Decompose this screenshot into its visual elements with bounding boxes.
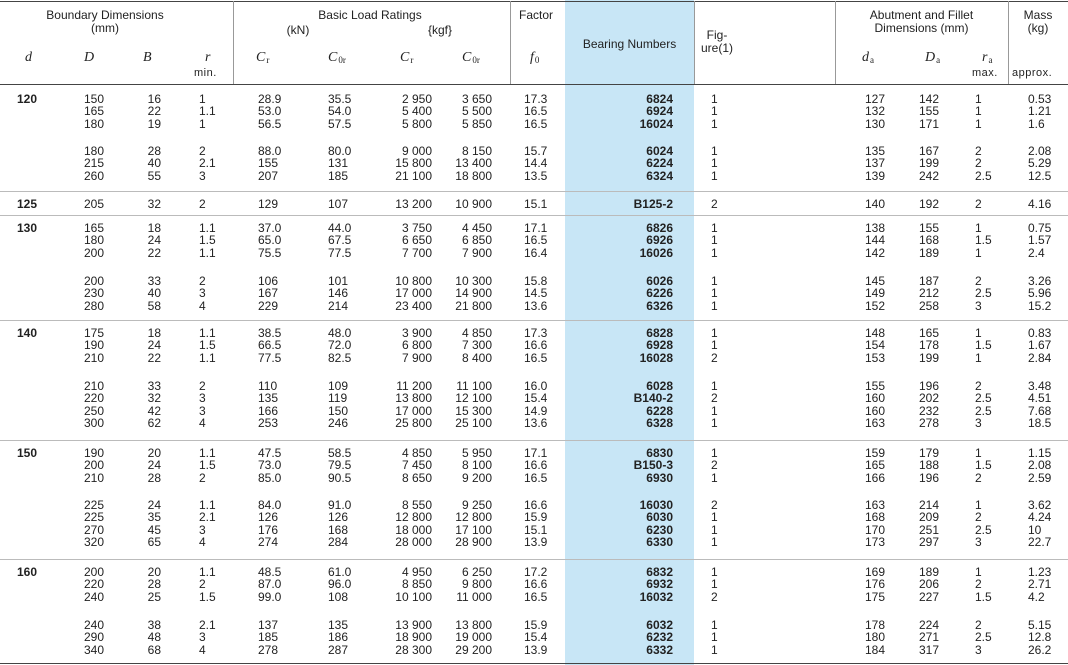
cell-cr: 47.5 73.0 85.0 bbox=[258, 446, 282, 485]
symbol-Da-text: D bbox=[925, 50, 936, 65]
cell-da: 178 180 184 bbox=[865, 618, 886, 657]
symbol-da bbox=[862, 51, 874, 67]
cell-c0r: 48.0 72.0 82.5 bbox=[328, 326, 352, 365]
symbol-Cr-sub: r bbox=[266, 55, 270, 65]
cell-da: 187 212 258 bbox=[919, 274, 940, 313]
symbol-da-text: d bbox=[862, 50, 869, 65]
cell-da: 155 160 160 163 bbox=[865, 379, 886, 430]
cell-fig: 1 2 1 bbox=[711, 446, 718, 485]
symbol-Cr-kgf-sub: r bbox=[410, 55, 414, 65]
cell-c0rk: 3 650 5 500 5 850 bbox=[461, 92, 492, 131]
cell-cr: 37.0 65.0 75.5 bbox=[258, 221, 282, 260]
cell-r: 2 3 3 4 bbox=[199, 379, 206, 430]
cell-b: 33 40 58 bbox=[147, 274, 161, 313]
cell-b: 32 bbox=[147, 197, 161, 211]
unit-kgf: {kgf} bbox=[427, 23, 453, 37]
cell-crk: 8 550 12 800 18 000 28 000 bbox=[395, 498, 432, 549]
cell-d: 150 165 180 bbox=[83, 92, 104, 131]
cell-da: 155 168 189 bbox=[919, 221, 940, 260]
cell-b: 18 24 22 bbox=[147, 326, 161, 365]
cell-crk: 13 900 18 900 28 300 bbox=[395, 618, 432, 657]
symbol-Cr-kgf-text: C bbox=[400, 50, 410, 65]
cell-cr: 84.0 126 176 274 bbox=[258, 498, 282, 549]
bore-diameter: 120 bbox=[17, 92, 38, 106]
cell-c0rk: 6 250 9 800 11 000 bbox=[456, 565, 492, 604]
cell-ra: 2 2.5 2.5 3 bbox=[975, 379, 992, 430]
mass-unit: (kg) bbox=[1027, 21, 1049, 35]
header-divider bbox=[233, 1, 234, 84]
cell-cr: 38.5 66.5 77.5 bbox=[258, 326, 282, 365]
bore-diameter: 125 bbox=[17, 197, 38, 211]
cell-c0r: 44.0 67.5 77.5 bbox=[328, 221, 352, 260]
symbol-D: D bbox=[84, 50, 95, 65]
cell-ra: 1 2 2.5 3 bbox=[975, 498, 992, 549]
cell-da: 179 188 196 bbox=[919, 446, 940, 485]
cell-num: 6832 6932 16032 bbox=[639, 565, 673, 604]
cell-c0r: 101 146 214 bbox=[328, 274, 349, 313]
cell-da: 169 176 175 bbox=[865, 565, 886, 604]
cell-c0r: 135 186 287 bbox=[328, 618, 349, 657]
cell-ra: 1 1.5 1 bbox=[975, 221, 992, 260]
cell-r: 1.1 1.5 1.1 bbox=[199, 326, 216, 365]
header-rule bbox=[0, 84, 1068, 85]
cell-ra: 1 1 1 bbox=[975, 92, 982, 131]
cell-c0rk: 13 800 19 000 29 200 bbox=[455, 618, 492, 657]
cell-f0: 17.2 16.6 16.5 bbox=[524, 565, 548, 604]
cell-num: 6026 6226 6326 bbox=[646, 274, 673, 313]
cell-num: 6028 B140-2 6228 6328 bbox=[633, 379, 673, 430]
cell-ra: 2 2 2.5 bbox=[975, 144, 992, 183]
cell-c0rk: 10 300 14 900 21 800 bbox=[455, 274, 492, 313]
cell-da: 135 137 139 bbox=[865, 144, 886, 183]
boundary-dimensions-heading: Boundary Dimensions bbox=[46, 8, 164, 22]
group-separator bbox=[0, 320, 1068, 321]
cell-da: 148 154 153 bbox=[865, 326, 886, 365]
bearing-numbers-heading: Bearing Numbers bbox=[582, 37, 677, 51]
cell-crk: 9 000 15 800 21 100 bbox=[395, 144, 432, 183]
cell-fig: 1 1 1 bbox=[711, 618, 718, 657]
factor-heading: Factor bbox=[518, 8, 553, 22]
cell-b: 24 35 45 65 bbox=[147, 498, 161, 549]
cell-cr: 28.9 53.0 56.5 bbox=[258, 92, 282, 131]
cell-r: 1.1 2.1 3 4 bbox=[199, 498, 216, 549]
cell-mass: 3.62 4.24 10 22.7 bbox=[1028, 498, 1052, 549]
cell-crk: 10 800 17 000 23 400 bbox=[395, 274, 432, 313]
cell-r: 2 bbox=[199, 197, 206, 211]
cell-mass: 5.15 12.8 26.2 bbox=[1028, 618, 1052, 657]
cell-c0r: 35.5 54.0 57.5 bbox=[328, 92, 352, 131]
figure-heading-text: Fig- ure(1) bbox=[700, 28, 733, 55]
cell-d: 225 225 270 320 bbox=[83, 498, 104, 549]
cell-c0r: 107 bbox=[328, 197, 349, 211]
cell-fig: 1 1 1 bbox=[711, 92, 718, 131]
cell-cr: 106 167 229 bbox=[258, 274, 279, 313]
cell-mass: 4.16 bbox=[1028, 197, 1052, 211]
cell-fig: 1 1 1 bbox=[711, 144, 718, 183]
cell-da: 163 168 170 173 bbox=[865, 498, 886, 549]
cell-da: 167 199 242 bbox=[919, 144, 940, 183]
cell-r: 1.1 2 1.5 bbox=[199, 565, 216, 604]
cell-c0r: 61.0 96.0 108 bbox=[328, 565, 352, 604]
cell-c0r: 91.0 126 168 284 bbox=[328, 498, 352, 549]
cell-mass: 3.48 4.51 7.68 18.5 bbox=[1028, 379, 1052, 430]
cell-c0r: 109 119 150 246 bbox=[328, 379, 349, 430]
symbol-C0r-text: C bbox=[328, 50, 338, 65]
symbol-B: B bbox=[143, 50, 152, 65]
cell-d: 200 230 280 bbox=[83, 274, 104, 313]
cell-num: 6828 6928 16028 bbox=[639, 326, 673, 365]
cell-d: 210 220 250 300 bbox=[83, 379, 104, 430]
cell-f0: 17.1 16.5 16.4 bbox=[524, 221, 548, 260]
group-separator bbox=[0, 215, 1068, 216]
figure-heading bbox=[692, 29, 742, 55]
cell-fig: 2 bbox=[711, 197, 718, 211]
symbol-ra-sub: a bbox=[988, 55, 993, 65]
cell-d: 205 bbox=[83, 197, 104, 211]
symbol-Cr-kgf bbox=[400, 51, 413, 67]
cell-fig: 1 2 1 1 bbox=[711, 379, 718, 430]
cell-da: 192 bbox=[919, 197, 940, 211]
cell-cr: 48.5 87.0 99.0 bbox=[258, 565, 282, 604]
cell-r: 2.1 3 4 bbox=[199, 618, 216, 657]
cell-fig: 2 1 1 1 bbox=[711, 498, 718, 549]
cell-d: 180 215 260 bbox=[83, 144, 104, 183]
cell-c0rk: 9 250 12 800 17 100 28 900 bbox=[455, 498, 492, 549]
boundary-unit: (mm) bbox=[91, 21, 119, 35]
bore-diameter: 160 bbox=[17, 565, 38, 579]
cell-cr: 129 bbox=[258, 197, 279, 211]
cell-num: 6032 6232 6332 bbox=[646, 618, 673, 657]
cell-c0rk: 4 450 6 850 7 900 bbox=[461, 221, 492, 260]
cell-f0: 15.8 14.5 13.6 bbox=[524, 274, 548, 313]
symbol-C0r-kgf-sub: 0r bbox=[472, 55, 480, 65]
cell-c0rk: 5 950 8 100 9 200 bbox=[461, 446, 492, 485]
cell-ra: 1 1.5 2 bbox=[975, 446, 992, 485]
cell-b: 28 40 55 bbox=[147, 144, 161, 183]
cell-f0: 15.7 14.4 13.5 bbox=[524, 144, 548, 183]
symbol-f0 bbox=[530, 51, 539, 67]
bearing-numbers-highlight bbox=[565, 0, 694, 665]
cell-mass: 0.83 1.67 2.84 bbox=[1028, 326, 1052, 365]
symbol-C0r-sub: 0r bbox=[338, 55, 346, 65]
symbol-Cr bbox=[256, 51, 269, 67]
cell-r: 1 1.1 1 bbox=[199, 92, 216, 131]
symbol-r: r bbox=[205, 50, 211, 65]
cell-ra: 1 1.5 1 bbox=[975, 326, 992, 365]
unit-kn: (kN) bbox=[286, 23, 310, 37]
symbol-C0r-kgf bbox=[462, 51, 480, 67]
cell-fig: 1 1 1 bbox=[711, 274, 718, 313]
cell-r: 2 2.1 3 bbox=[199, 144, 216, 183]
cell-c0rk: 8 150 13 400 18 800 bbox=[455, 144, 492, 183]
cell-c0r: 58.5 79.5 90.5 bbox=[328, 446, 352, 485]
cell-da: 189 206 227 bbox=[919, 565, 940, 604]
cell-b: 33 32 42 62 bbox=[147, 379, 161, 430]
symbol-C0r-kgf-text: C bbox=[462, 50, 472, 65]
cell-cr: 110 135 166 253 bbox=[258, 379, 279, 430]
cell-b: 18 24 22 bbox=[147, 221, 161, 260]
cell-b: 16 22 19 bbox=[147, 92, 161, 131]
cell-num: 6024 6224 6324 bbox=[646, 144, 673, 183]
top-rule bbox=[0, 1, 1068, 2]
cell-b: 20 28 25 bbox=[147, 565, 161, 604]
abutment-heading: Abutment and Fillet bbox=[869, 8, 974, 22]
cell-da: 142 155 171 bbox=[919, 92, 940, 131]
symbol-Da-sub: a bbox=[936, 55, 941, 65]
cell-da: 145 149 152 bbox=[865, 274, 886, 313]
cell-da: 140 bbox=[865, 197, 886, 211]
cell-mass: 1.23 2.71 4.2 bbox=[1028, 565, 1052, 604]
cell-mass: 3.26 5.96 15.2 bbox=[1028, 274, 1052, 313]
cell-crk: 3 750 6 650 7 700 bbox=[401, 221, 432, 260]
cell-crk: 3 900 6 800 7 900 bbox=[401, 326, 432, 365]
symbol-f0-sub: 0 bbox=[534, 55, 540, 65]
bottom-rule bbox=[0, 663, 1068, 664]
symbol-f0-text: f bbox=[530, 50, 534, 65]
symbol-da-sub: a bbox=[870, 55, 874, 65]
approx-label: approx. bbox=[1012, 67, 1053, 79]
symbol-ra bbox=[982, 51, 992, 67]
bore-diameter: 130 bbox=[17, 221, 38, 235]
cell-b: 20 24 28 bbox=[147, 446, 161, 485]
cell-d: 175 190 210 bbox=[83, 326, 104, 365]
abutment-heading-2: Dimensions (mm) bbox=[874, 21, 969, 35]
cell-ra: 2 2.5 3 bbox=[975, 618, 992, 657]
symbol-Cr-text: C bbox=[256, 50, 266, 65]
bore-diameter: 150 bbox=[17, 446, 38, 460]
cell-mass: 0.75 1.57 2.4 bbox=[1028, 221, 1052, 260]
cell-r: 2 3 4 bbox=[199, 274, 206, 313]
bore-diameter: 140 bbox=[17, 326, 38, 340]
cell-da: 138 144 142 bbox=[865, 221, 886, 260]
symbol-ra-text: r bbox=[982, 50, 988, 65]
cell-c0rk: 4 850 7 300 8 400 bbox=[461, 326, 492, 365]
cell-num: B125-2 bbox=[633, 197, 673, 211]
cell-cr: 88.0 155 207 bbox=[258, 144, 282, 183]
cell-d: 190 200 210 bbox=[83, 446, 104, 485]
cell-da: 196 202 232 278 bbox=[919, 379, 940, 430]
cell-d: 165 180 200 bbox=[83, 221, 104, 260]
cell-f0: 17.1 16.6 16.5 bbox=[524, 446, 548, 485]
cell-num: 16030 6030 6230 6330 bbox=[639, 498, 673, 549]
group-separator bbox=[0, 191, 1068, 192]
mass-heading: Mass bbox=[1023, 8, 1053, 22]
symbol-C0r bbox=[328, 51, 346, 67]
cell-c0r: 80.0 131 185 bbox=[328, 144, 352, 183]
ra-max-label: max. bbox=[972, 67, 998, 79]
cell-c0rk: 11 100 12 100 15 300 25 100 bbox=[455, 379, 492, 430]
cell-da: 159 165 166 bbox=[865, 446, 886, 485]
cell-da: 224 271 317 bbox=[919, 618, 940, 657]
cell-b: 38 48 68 bbox=[147, 618, 161, 657]
cell-f0: 15.1 bbox=[524, 197, 548, 211]
cell-f0: 17.3 16.5 16.5 bbox=[524, 92, 548, 131]
cell-crk: 4 950 8 850 10 100 bbox=[395, 565, 432, 604]
cell-r: 1.1 1.5 1.1 bbox=[199, 221, 216, 260]
basic-load-ratings-heading: Basic Load Ratings bbox=[318, 8, 422, 22]
cell-fig: 1 1 2 bbox=[711, 565, 718, 604]
cell-crk: 13 200 bbox=[395, 197, 432, 211]
cell-d: 240 290 340 bbox=[83, 618, 104, 657]
symbol-d: d bbox=[25, 50, 32, 65]
cell-f0: 16.0 15.4 14.9 13.6 bbox=[524, 379, 548, 430]
cell-num: 6826 6926 16026 bbox=[639, 221, 673, 260]
cell-cr: 137 185 278 bbox=[258, 618, 279, 657]
group-separator bbox=[0, 440, 1068, 441]
cell-crk: 11 200 13 800 17 000 25 800 bbox=[395, 379, 432, 430]
cell-fig: 1 1 2 bbox=[711, 326, 718, 365]
cell-crk: 2 950 5 400 5 800 bbox=[401, 92, 432, 131]
cell-da: 127 132 130 bbox=[865, 92, 886, 131]
cell-fig: 1 1 1 bbox=[711, 221, 718, 260]
cell-da: 214 209 251 297 bbox=[919, 498, 940, 549]
cell-d: 200 220 240 bbox=[83, 565, 104, 604]
cell-num: 6830 B150-3 6930 bbox=[633, 446, 673, 485]
cell-f0: 16.6 15.9 15.1 13.9 bbox=[524, 498, 548, 549]
cell-da: 165 178 199 bbox=[919, 326, 940, 365]
cell-f0: 15.9 15.4 13.9 bbox=[524, 618, 548, 657]
group-separator bbox=[0, 559, 1068, 560]
cell-c0rk: 10 900 bbox=[455, 197, 492, 211]
cell-num: 6824 6924 16024 bbox=[639, 92, 673, 131]
cell-ra: 2 2.5 3 bbox=[975, 274, 992, 313]
cell-crk: 4 850 7 450 8 650 bbox=[401, 446, 432, 485]
cell-mass: 0.53 1.21 1.6 bbox=[1028, 92, 1052, 131]
cell-ra: 1 2 1.5 bbox=[975, 565, 992, 604]
r-min-label: min. bbox=[194, 67, 217, 79]
cell-ra: 2 bbox=[975, 197, 982, 211]
cell-mass: 1.15 2.08 2.59 bbox=[1028, 446, 1052, 485]
cell-f0: 17.3 16.6 16.5 bbox=[524, 326, 548, 365]
symbol-Da bbox=[925, 51, 940, 67]
cell-mass: 2.08 5.29 12.5 bbox=[1028, 144, 1052, 183]
cell-r: 1.1 1.5 2 bbox=[199, 446, 216, 485]
